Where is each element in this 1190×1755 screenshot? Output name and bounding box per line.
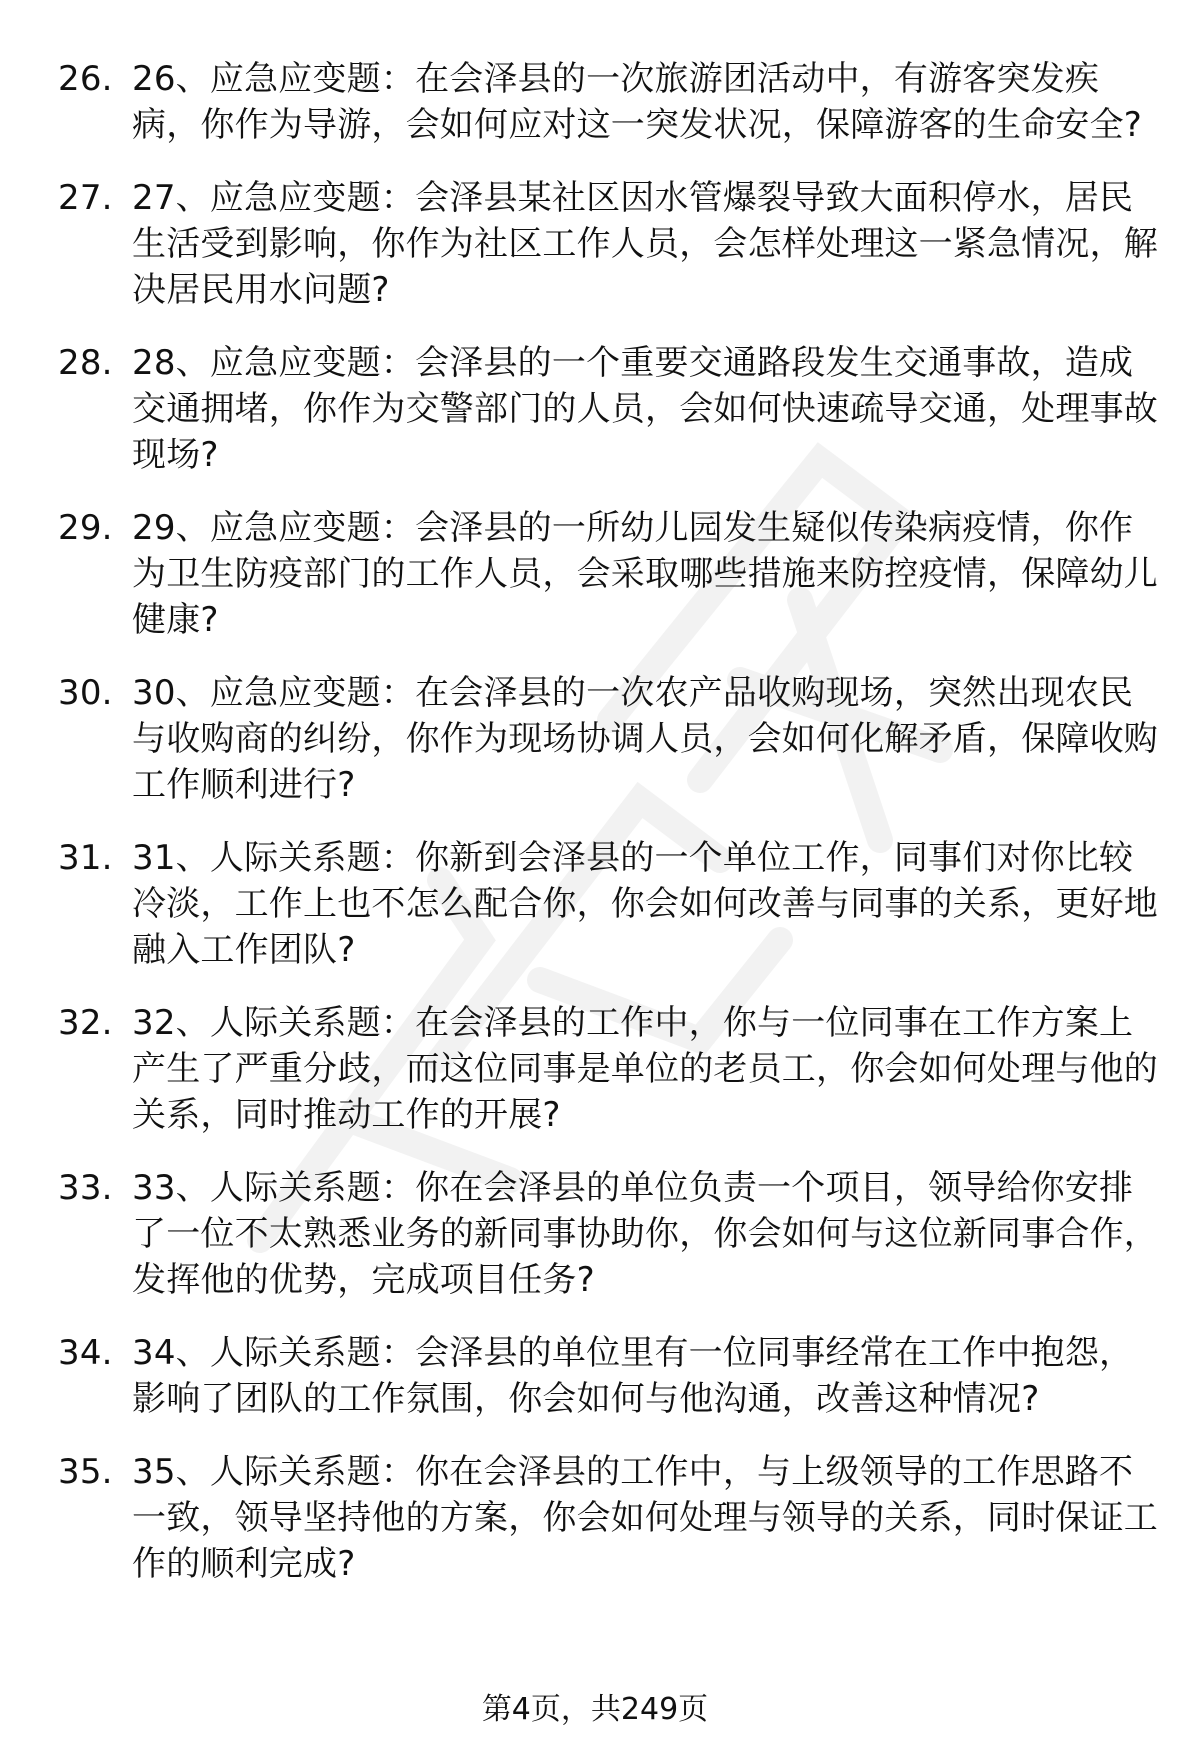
question-text: 28、应急应变题：会泽县的一个重要交通路段发生交通事故，造成交通拥堵，你作为交警部门的人员，会如何快速疏导交通，处理事故现场? xyxy=(132,343,1158,475)
question-text: 27、应急应变题：会泽县某社区因水管爆裂导致大面积停水，居民生活受到影响，你作为社区工作人员，会怎样处理这一紧急情况，解决居民用水问题? xyxy=(132,178,1158,310)
question-item xyxy=(58,56,1158,148)
question-text: 32、人际关系题：在会泽县的工作中，你与一位同事在工作方案上产生了严重分歧，而这位同事是单位的老员工，你会如何处理与他的关系，同时推动工作的开展? xyxy=(132,1003,1158,1135)
question-number: 29. xyxy=(58,508,113,548)
question-text: 26、应急应变题：在会泽县的一次旅游团活动中，有游客突发疾病，你作为导游，会如何应对这一突发状况，保障游客的生命安全? xyxy=(132,59,1143,145)
question-number: 32. xyxy=(58,1003,113,1043)
question-number: 27. xyxy=(58,178,113,218)
question-text: 33、人际关系题：你在会泽县的单位负责一个项目，领导给你安排了一位不太熟悉业务的新同事协助你，你会如何与这位新同事合作，发挥他的优势，完成项目任务? xyxy=(132,1168,1158,1300)
question-text: 30、应急应变题：在会泽县的一次农产品收购现场，突然出现农民与收购商的纠纷，你作为现场协调人员，会如何化解矛盾，保障收购工作顺利进行? xyxy=(132,673,1158,805)
question-item xyxy=(58,340,1158,478)
question-list xyxy=(58,56,1158,1614)
question-number: 33. xyxy=(58,1168,113,1208)
question-item xyxy=(58,670,1158,808)
question-item xyxy=(58,1165,1158,1303)
question-number: 30. xyxy=(58,673,113,713)
question-text: 34、人际关系题：会泽县的单位里有一位同事经常在工作中抱怨，影响了团队的工作氛围，你会如何与他沟通，改善这种情况? xyxy=(132,1333,1134,1419)
question-number: 31. xyxy=(58,838,113,878)
question-number: 28. xyxy=(58,343,113,383)
question-text: 29、应急应变题：会泽县的一所幼儿园发生疑似传染病疫情，你作为卫生防疫部门的工作人员，会采取哪些措施来防控疫情，保障幼儿健康? xyxy=(132,508,1158,640)
question-item xyxy=(58,835,1158,973)
question-text: 31、人际关系题：你新到会泽县的一个单位工作，同事们对你比较冷淡，工作上也不怎么配合你，你会如何改善与同事的关系，更好地融入工作团队? xyxy=(132,838,1158,970)
question-item xyxy=(58,175,1158,313)
question-item xyxy=(58,1330,1158,1422)
page-footer xyxy=(0,1690,1190,1730)
question-item xyxy=(58,1000,1158,1138)
page-number-label: 第4页，共249页 xyxy=(481,1692,709,1727)
question-number: 34. xyxy=(58,1333,113,1373)
question-item xyxy=(58,1449,1158,1587)
question-number: 35. xyxy=(58,1452,113,1492)
question-text: 35、人际关系题：你在会泽县的工作中，与上级领导的工作思路不一致，领导坚持他的方案，你会如何处理与领导的关系，同时保证工作的顺利完成? xyxy=(132,1452,1158,1584)
question-number: 26. xyxy=(58,59,113,99)
question-item xyxy=(58,505,1158,643)
